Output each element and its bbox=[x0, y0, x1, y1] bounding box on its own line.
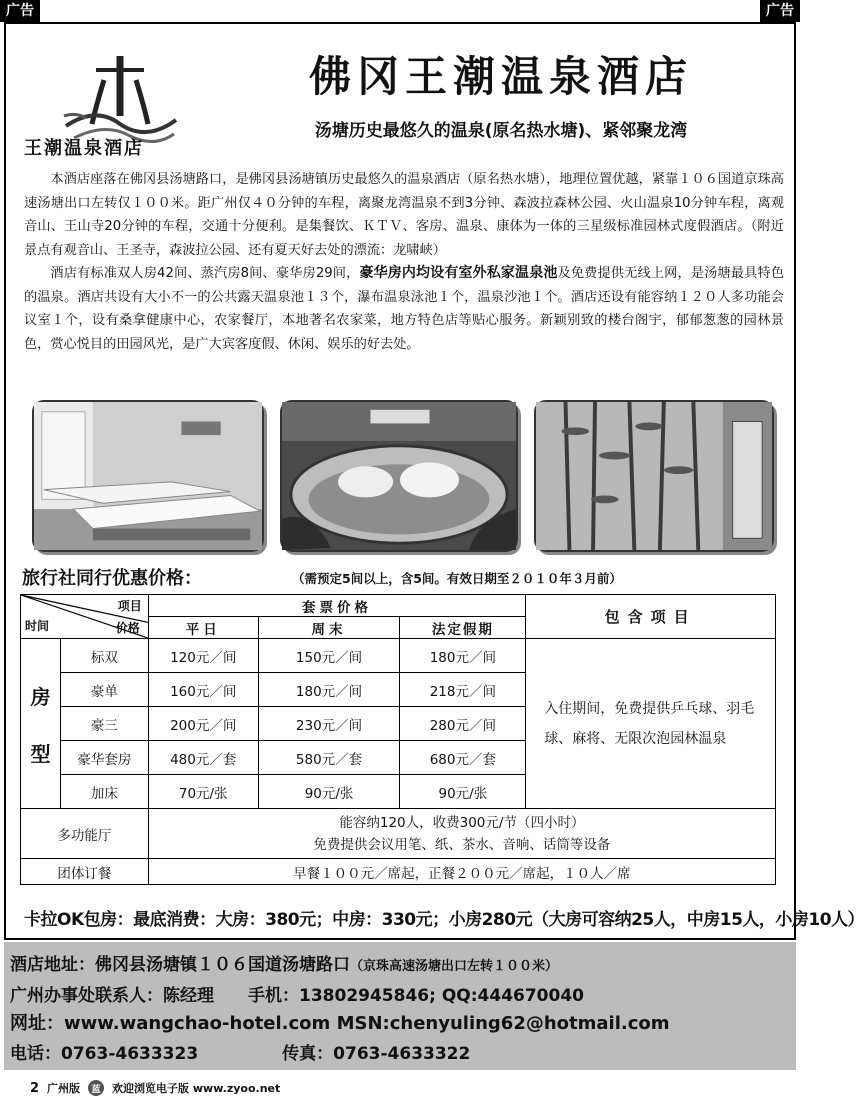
web-msn: 网址：www.wangchao-hotel.com MSN:chenyuling62@hotmail.com bbox=[10, 1013, 670, 1034]
price-weekend: 230元／间 bbox=[258, 707, 400, 741]
page-title: 佛冈王潮温泉酒店 bbox=[308, 52, 693, 101]
col-weekend: 周末 bbox=[258, 617, 400, 639]
price-weekday: 120元／间 bbox=[148, 639, 258, 673]
page-subtitle: 汤塘历史最悠久的温泉(原名热水塘)、紧邻聚龙湾 bbox=[314, 121, 688, 141]
price-holiday: 680元／套 bbox=[400, 741, 526, 775]
photo-bamboo-garden bbox=[534, 400, 774, 552]
table-corner-cell bbox=[21, 595, 149, 639]
corner-time-label: 时间 bbox=[25, 619, 50, 633]
price-weekend: 180元／间 bbox=[258, 673, 400, 707]
intro-p2-start: 酒店有标准双人房42间、蒸汽房8间、豪华房29间， bbox=[50, 266, 360, 281]
group-meal-text: 早餐１００元／席起，正餐２００元／席起，１０人／席 bbox=[148, 859, 775, 885]
group-meal-label: 团体订餐 bbox=[21, 859, 149, 885]
col-weekday: 平日 bbox=[148, 617, 258, 639]
price-weekend: 90元/张 bbox=[258, 775, 400, 809]
price-holiday: 180元／间 bbox=[400, 639, 526, 673]
col-holiday: 法定假期 bbox=[400, 617, 526, 639]
intro-paragraph-1: 本酒店座落在佛冈县汤塘路口，是佛冈县汤塘镇历史最悠久的温泉酒店（原名热水塘），地理位置优越，紧靠１０６国道京珠高速汤塘出口左转仅１００米。距广州仅４０分钟的车程，离聚龙湾温泉不到3分钟、森波拉森林公园、火山温泉10分钟车程，离观音山、王山寺20分钟的车程，交通十分便利。是集餐饮、ＫＴＶ、客房、温泉、康体为一体的三星级标准园林式度假酒店。（附近景点有观音山、王圣寺，森波拉公园、还有夏天好去处的漂流：龙啸峡） bbox=[24, 172, 784, 258]
hall-line-1: 能容纳120人，收费300元/节（四小时） bbox=[339, 814, 585, 831]
address-note: （京珠高速汤塘出口左转１００米） bbox=[350, 959, 559, 974]
edition-label: 广州版 bbox=[47, 1082, 81, 1095]
room-name: 标双 bbox=[60, 639, 148, 673]
room-name: 豪单 bbox=[60, 673, 148, 707]
page-footer bbox=[30, 1080, 280, 1096]
includes-header: 包含项目 bbox=[526, 595, 776, 639]
ad-label-right: 广告 bbox=[760, 0, 800, 22]
ad-label-left: 广告 bbox=[0, 0, 40, 22]
contact-block bbox=[4, 942, 796, 1070]
ktv-pricing: 卡拉OK包房：最底消费：大房：380元；中房：330元；小房280元（大房可容纳25人，中房15人，小房10人） bbox=[24, 910, 864, 930]
price-weekday: 160元／间 bbox=[148, 673, 258, 707]
photo-guest-room bbox=[32, 400, 264, 552]
room-type-char-2: 型 bbox=[30, 741, 51, 766]
price-weekend: 580元／套 bbox=[258, 741, 400, 775]
includes-text: 入住期间，免费提供乒乓球、羽毛球、麻将、无限次泡园林温泉 bbox=[526, 639, 776, 809]
phone-number: 电话：0763-4633323 bbox=[10, 1044, 199, 1064]
room-type-char-1: 房 bbox=[30, 684, 51, 709]
room-name: 豪三 bbox=[60, 707, 148, 741]
room-type-label bbox=[21, 639, 61, 809]
price-holiday: 90元/张 bbox=[400, 775, 526, 809]
price-heading: 旅行社同行优惠价格： bbox=[22, 568, 202, 589]
corner-price-label: 价格 bbox=[115, 621, 140, 635]
price-holiday: 218元／间 bbox=[400, 673, 526, 707]
publisher-logo-icon: 蓝 bbox=[88, 1080, 104, 1096]
price-note: （需预定5间以上，含5间。有效日期至２０１０年３月前） bbox=[292, 571, 622, 586]
office-contact: 广州办事处联系人：陈经理 手机：13802945846; QQ:444670040 bbox=[10, 986, 584, 1006]
corner-item-label: 项目 bbox=[117, 599, 142, 613]
hall-label: 多功能厅 bbox=[21, 809, 149, 859]
fax-number: 传真：0763-4633322 bbox=[282, 1044, 471, 1064]
photo-hot-spring-pool bbox=[280, 400, 518, 552]
package-price-header: 套票价格 bbox=[148, 595, 525, 617]
price-holiday: 280元／间 bbox=[400, 707, 526, 741]
intro-paragraph-2 bbox=[24, 262, 784, 356]
price-weekday: 480元／套 bbox=[148, 741, 258, 775]
intro-p2-rest: 及免费提供无线上网，是汤塘最具特色的温泉。酒店共设有大小不一的公共露天温泉池１３个，瀑布温泉泳池１个，温泉沙池１个。酒店还设有能容纳１２０人多功能会议室１个，设有桑拿健康中心，农家餐厅，本地著名农家菜，地方特色店等贴心服务。新颖别致的楼台阁宇，郁郁葱葱的园林景色，赏心悦目的田园风光，是广大宾客度假、休闲、娱乐的好去处。 bbox=[24, 266, 785, 352]
hall-info bbox=[148, 809, 775, 859]
price-weekday: 200元／间 bbox=[148, 707, 258, 741]
page-number: 2 bbox=[30, 1080, 40, 1096]
hotel-address bbox=[10, 950, 558, 975]
price-table bbox=[20, 594, 776, 885]
price-weekend: 150元／间 bbox=[258, 639, 400, 673]
room-name: 加床 bbox=[60, 775, 148, 809]
phone-fax bbox=[10, 1039, 470, 1064]
footer-text: 欢迎浏览电子版 www.zyoo.net bbox=[112, 1082, 281, 1095]
address-text: 酒店地址：佛冈县汤塘镇１０６国道汤塘路口 bbox=[10, 955, 350, 975]
room-name: 豪华套房 bbox=[60, 741, 148, 775]
price-weekday: 70元/张 bbox=[148, 775, 258, 809]
logo-name: 王潮温泉酒店 bbox=[24, 138, 144, 159]
intro-p2-highlight: 豪华房内均设有室外私家温泉池 bbox=[359, 265, 558, 281]
intro-text bbox=[24, 168, 784, 356]
hall-line-2: 免费提供会议用笔、纸、茶水、音响、话筒等设备 bbox=[313, 836, 611, 853]
